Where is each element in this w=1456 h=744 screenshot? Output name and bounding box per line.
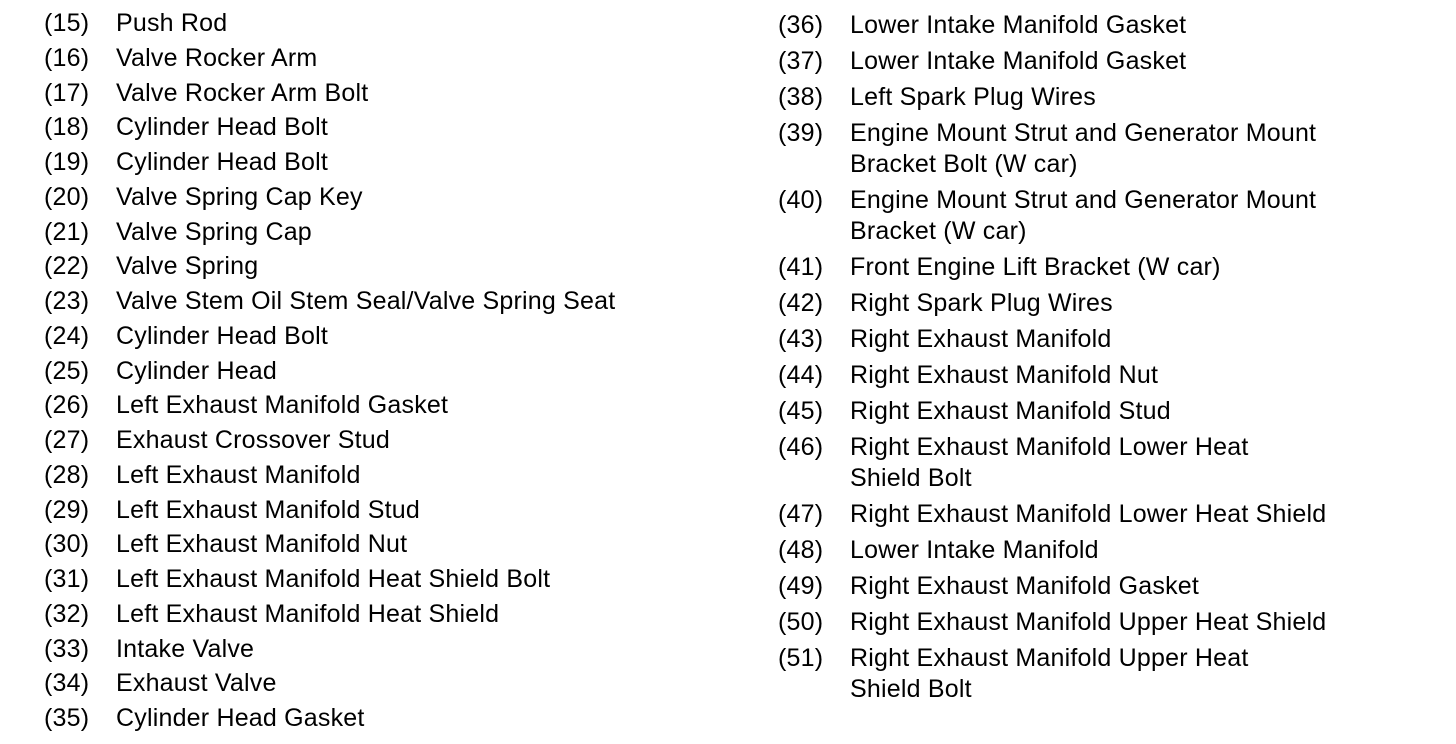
legend-item bbox=[44, 78, 368, 109]
legend-item-label bbox=[850, 571, 1199, 602]
legend-item-number: (31) bbox=[44, 565, 90, 593]
legend-item-label-line1: Valve Stem Oil Stem Seal/Valve Spring Seat bbox=[116, 287, 616, 315]
legend-item-label-line2: Bracket (W car) bbox=[850, 217, 1027, 245]
legend-item-label-line1: Valve Rocker Arm Bolt bbox=[116, 78, 369, 107]
legend-item-number: (32) bbox=[44, 599, 90, 628]
legend-item bbox=[778, 10, 1186, 41]
legend-item bbox=[778, 571, 1199, 602]
legend-item-number: (26) bbox=[44, 391, 90, 420]
legend-item-label-line1: Cylinder Head Bolt bbox=[116, 113, 329, 142]
legend-item-label-line1: Cylinder Head bbox=[116, 356, 278, 385]
legend-item-number: (34) bbox=[44, 669, 90, 698]
legend-item bbox=[778, 118, 1316, 180]
legend-item-number: (48) bbox=[778, 536, 824, 564]
legend-item-number: (40) bbox=[778, 186, 824, 214]
legend-item-label bbox=[116, 460, 361, 491]
legend-item-label-line2: Shield Bolt bbox=[850, 675, 972, 703]
legend-item-number: (30) bbox=[44, 530, 90, 559]
legend-item bbox=[778, 185, 1316, 247]
legend-item-label bbox=[116, 8, 227, 39]
legend-item bbox=[44, 356, 277, 387]
legend-item-number: (18) bbox=[44, 113, 90, 142]
legend-item-label bbox=[116, 112, 328, 143]
legend-item-label-line1: Left Exhaust Manifold Heat Shield Bolt bbox=[116, 565, 551, 593]
legend-item bbox=[44, 529, 407, 560]
legend-item bbox=[778, 535, 1099, 566]
legend-item-number: (22) bbox=[44, 252, 90, 281]
legend-item bbox=[44, 112, 328, 143]
legend-item bbox=[44, 147, 328, 178]
legend-item-number: (20) bbox=[44, 182, 90, 211]
legend-item-label bbox=[850, 46, 1186, 77]
legend-item-number: (16) bbox=[44, 43, 90, 72]
legend-item-number: (36) bbox=[778, 11, 824, 39]
legend-item-label bbox=[850, 118, 1316, 180]
legend-item bbox=[44, 321, 328, 352]
legend-item-number: (21) bbox=[44, 217, 90, 246]
legend-item-number: (39) bbox=[778, 119, 824, 147]
legend-item-label-line1: Right Exhaust Manifold Gasket bbox=[850, 572, 1200, 600]
legend-item-label-line1: Intake Valve bbox=[116, 634, 255, 663]
legend-item-number: (43) bbox=[778, 325, 824, 353]
legend-item-label-line1: Left Exhaust Manifold Stud bbox=[116, 495, 420, 524]
legend-item-number: (15) bbox=[44, 9, 90, 37]
legend-item bbox=[44, 495, 420, 526]
legend-item-label-line1: Left Spark Plug Wires bbox=[850, 83, 1096, 111]
legend-item-number: (47) bbox=[778, 500, 824, 528]
legend-item-number: (46) bbox=[778, 433, 824, 461]
legend-item-label-line1: Lower Intake Manifold bbox=[850, 536, 1099, 564]
legend-item-number: (37) bbox=[778, 47, 824, 75]
legend-item-label-line1: Right Exhaust Manifold Stud bbox=[850, 397, 1171, 425]
legend-item-label-line1: Front Engine Lift Bracket (W car) bbox=[850, 253, 1221, 281]
legend-item-label bbox=[850, 432, 1248, 494]
legend-item-number: (38) bbox=[778, 83, 824, 111]
legend-item-label bbox=[116, 703, 365, 734]
legend-item bbox=[778, 432, 1248, 494]
legend-item-label bbox=[116, 321, 328, 352]
legend-item-label-line1: Lower Intake Manifold Gasket bbox=[850, 47, 1187, 75]
legend-item bbox=[44, 634, 254, 665]
legend-item-label bbox=[850, 185, 1316, 247]
legend-item-label-line1: Right Exhaust Manifold Nut bbox=[850, 361, 1159, 389]
legend-item-label bbox=[850, 499, 1326, 530]
legend-item-label bbox=[850, 82, 1096, 113]
legend-item-number: (35) bbox=[44, 704, 90, 732]
legend-item bbox=[44, 390, 448, 421]
legend-item-label bbox=[116, 599, 499, 630]
legend-item-label-line1: Push Rod bbox=[116, 9, 228, 37]
legend-item bbox=[44, 599, 499, 630]
legend-item-number: (24) bbox=[44, 321, 90, 350]
legend-item-label-line1: Cylinder Head Gasket bbox=[116, 704, 365, 732]
legend-item-label bbox=[116, 78, 368, 109]
legend-item-number: (50) bbox=[778, 608, 824, 636]
legend-item-label bbox=[116, 390, 448, 421]
legend-item-label-line1: Engine Mount Strut and Generator Mount bbox=[850, 186, 1317, 214]
legend-item bbox=[778, 82, 1096, 113]
legend-item-number: (25) bbox=[44, 356, 90, 385]
legend-item-label-line1: Cylinder Head Bolt bbox=[116, 148, 329, 176]
legend-item-label bbox=[850, 643, 1248, 705]
legend-item bbox=[44, 251, 258, 282]
legend-item bbox=[778, 288, 1113, 319]
legend-item-label-line1: Right Spark Plug Wires bbox=[850, 289, 1113, 317]
legend-item-label-line1: Right Exhaust Manifold bbox=[850, 325, 1112, 353]
legend-item-label-line1: Right Exhaust Manifold Lower Heat bbox=[850, 433, 1249, 461]
legend-item-number: (42) bbox=[778, 289, 824, 317]
legend-item-label bbox=[116, 668, 277, 699]
legend-item bbox=[44, 425, 390, 456]
legend-item-number: (27) bbox=[44, 426, 90, 454]
legend-item-label bbox=[850, 252, 1221, 283]
legend-item-label bbox=[116, 634, 254, 665]
legend-item-label bbox=[116, 529, 407, 560]
legend-item bbox=[44, 460, 361, 491]
legend-item-label bbox=[116, 356, 277, 387]
legend-item-number: (17) bbox=[44, 78, 90, 107]
legend-item-number: (29) bbox=[44, 495, 90, 524]
legend-item-number: (45) bbox=[778, 397, 824, 425]
legend-item bbox=[778, 324, 1111, 355]
legend-item-label bbox=[116, 147, 328, 178]
legend-item bbox=[44, 217, 312, 248]
legend-item-label-line1: Lower Intake Manifold Gasket bbox=[850, 11, 1187, 39]
legend-item-label-line1: Exhaust Crossover Stud bbox=[116, 426, 390, 454]
legend-item-label bbox=[850, 10, 1186, 41]
legend-item-label bbox=[116, 182, 363, 213]
legend-item-label-line1: Right Exhaust Manifold Upper Heat Shield bbox=[850, 608, 1327, 636]
legend-item-number: (51) bbox=[778, 644, 824, 672]
legend-item-number: (49) bbox=[778, 572, 824, 600]
legend-item-label-line1: Left Exhaust Manifold Nut bbox=[116, 530, 408, 559]
legend-item-label bbox=[850, 324, 1111, 355]
legend-item bbox=[44, 703, 365, 734]
legend-item-label bbox=[116, 217, 312, 248]
legend-item-number: (28) bbox=[44, 460, 90, 489]
legend-item-label bbox=[116, 495, 420, 526]
legend-item bbox=[44, 182, 363, 213]
legend-item bbox=[44, 564, 550, 595]
legend-item bbox=[44, 8, 227, 39]
legend-item bbox=[778, 46, 1186, 77]
legend-item bbox=[778, 252, 1221, 283]
legend-item-number: (33) bbox=[44, 634, 90, 663]
legend-item-label-line1: Valve Spring bbox=[116, 252, 259, 281]
legend-item-label-line1: Valve Spring Cap bbox=[116, 217, 312, 246]
legend-item-number: (23) bbox=[44, 287, 90, 315]
legend-item-label-line1: Cylinder Head Bolt bbox=[116, 321, 329, 350]
legend-item-number: (41) bbox=[778, 253, 824, 281]
legend-item bbox=[778, 643, 1248, 705]
legend-item bbox=[778, 396, 1171, 427]
legend-item-number: (19) bbox=[44, 148, 90, 176]
legend-item-label bbox=[850, 288, 1113, 319]
legend-item-label-line1: Right Exhaust Manifold Upper Heat bbox=[850, 644, 1249, 672]
legend-item-label-line1: Left Exhaust Manifold Heat Shield bbox=[116, 599, 500, 628]
legend-item-label bbox=[850, 360, 1158, 391]
legend-item-label bbox=[850, 396, 1171, 427]
legend-item-label-line1: Exhaust Valve bbox=[116, 669, 277, 698]
legend-item-label-line1: Left Exhaust Manifold Gasket bbox=[116, 391, 449, 420]
legend-item-label-line1: Valve Rocker Arm bbox=[116, 43, 318, 72]
legend-item bbox=[44, 668, 277, 699]
legend-item-label bbox=[116, 425, 390, 456]
legend-item bbox=[778, 499, 1326, 530]
legend-item-label-line2: Shield Bolt bbox=[850, 464, 972, 492]
legend-item-label-line1: Left Exhaust Manifold bbox=[116, 460, 361, 489]
legend-item bbox=[778, 607, 1326, 638]
legend-item bbox=[44, 286, 615, 317]
legend-item-label-line1: Right Exhaust Manifold Lower Heat Shield bbox=[850, 500, 1327, 528]
legend-item-label bbox=[850, 535, 1099, 566]
legend-item-label bbox=[850, 607, 1326, 638]
legend-item-label bbox=[116, 251, 258, 282]
legend-item-label-line2: Bracket Bolt (W car) bbox=[850, 150, 1078, 178]
legend-item-label bbox=[116, 43, 317, 74]
legend-item-label bbox=[116, 286, 615, 317]
legend-item bbox=[44, 43, 317, 74]
legend-item-number: (44) bbox=[778, 361, 824, 389]
legend-item-label-line1: Valve Spring Cap Key bbox=[116, 182, 363, 211]
legend-item-label-line1: Engine Mount Strut and Generator Mount bbox=[850, 119, 1317, 147]
legend-item-label bbox=[116, 564, 550, 595]
legend-item bbox=[778, 360, 1158, 391]
